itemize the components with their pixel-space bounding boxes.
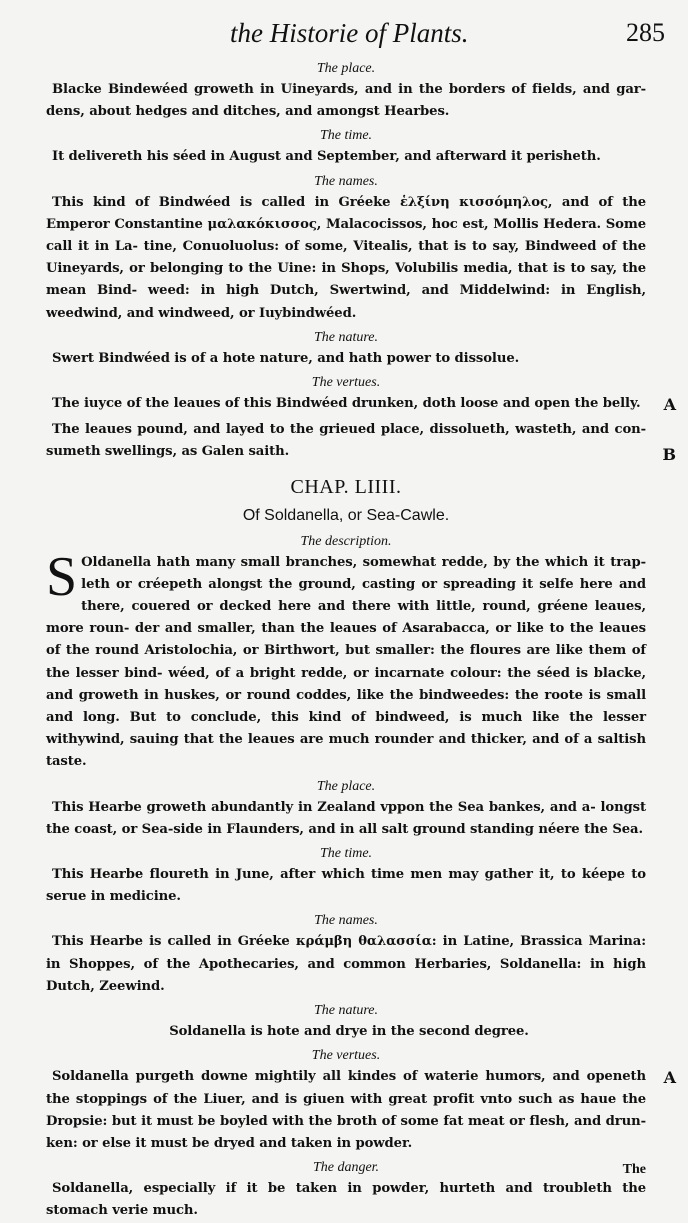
subheading-time: The time. bbox=[319, 128, 373, 144]
paragraph-vertues-1: The iuyce of the leaues of this Bindwéed drunken, doth loose and open the belly. bbox=[52, 396, 641, 412]
paragraph-vertues-2: The leaues pound, and layed to the grieued place, dissolueth, wasteth, and con- sumeth swellings, as Galen saith. bbox=[46, 422, 646, 460]
paragraph-names: This kind of Bindwéed is called in Gréeke ἑλξίνη κισσόμηλος, and of the Emperor Constantine μαλακόκισσος, Malacocissos, hoc est, Mollis Hedera. Some call it in La- tine, Conuoluolus: of some, Vitealis, that is to say, Bindweed of the Uineyards, or belonging to the Uine: in Shops, Volubilis media, that is to say, the mean Bind- weed: in high Dutch, Swertwind, and Middelwind: in English, weedwind, and windweed, or Iuybindwéed. bbox=[46, 194, 646, 321]
paragraph-names-2: This Hearbe is called in Gréeke κράμβη θαλασσία: in Latine, Brassica Marina: in Shoppes, of the Apothecaries, and common Herbaries, Soldanella: in high Dutch, Zeewind. bbox=[46, 934, 646, 994]
subheading-place: The place. bbox=[316, 61, 376, 76]
subheading-time-2: The time. bbox=[319, 846, 373, 862]
paragraph-time-2: This Hearbe floureth in June, after which time men may gather it, to kéepe to serue in medicine. bbox=[46, 867, 646, 905]
subheading-vertues-2: The vertues. bbox=[311, 1048, 381, 1064]
subheading-nature-2: The nature. bbox=[313, 1003, 379, 1019]
subheading-nature: The nature. bbox=[313, 329, 379, 345]
chapter-title: Of Soldanella, or Sea-Cawle. bbox=[242, 506, 450, 524]
paragraph-nature-2: Soldanella is hote and drye in the second degree. bbox=[169, 1024, 529, 1040]
paragraph-vertues-2b: Soldanella purgeth downe mightily all kindes of waterie humors, and openeth the stoppings of the Liuer, and is giuen with great profit vnto such as haue the Dropsie: but it must be boyled with the broth of some fat meat or flesh, and drun- ken: or else it must be dryed and taken in powder. bbox=[46, 1069, 646, 1151]
paragraph-time: It delivereth his séed in August and September, and afterward it perisheth. bbox=[52, 149, 601, 165]
page-number: 285 bbox=[626, 18, 665, 47]
description-block bbox=[46, 545, 646, 774]
margin-letter-b: B bbox=[662, 445, 676, 465]
subheading-danger: The danger. bbox=[312, 1160, 380, 1176]
vertues-block bbox=[46, 393, 676, 465]
subheading-names: The names. bbox=[314, 173, 378, 189]
paragraph-danger: Soldanella, especially if it be taken in powder, hurteth and troubleth the stomach verie much. bbox=[46, 1181, 646, 1219]
paragraph-place-2: This Hearbe groweth abundantly in Zealand vppon the Sea bankes, and a- longst the coast, or Sea-side in Flaunders, and in all salt ground standing néere the Sea. bbox=[46, 799, 646, 837]
margin-letter-a-2: A bbox=[663, 1068, 676, 1088]
paragraph-place: Blacke Bindewéed groweth in Uineyards, and in the borders of fields, and gar- dens, about hedges and ditches, and amongst Hearbes. bbox=[46, 82, 646, 120]
catchword: The bbox=[622, 1162, 646, 1177]
subheading-place-2: The place. bbox=[316, 778, 376, 794]
paragraph-description: Oldanella hath many small branches, somewhat redde, by the which it trap- leth or créepeth alongst the ground, casting or spreading it selfe here and there, couered or decked here and there with little, round, gréene leaues, more roun- der and smaller, than the leaues of Asarabacca, or like to the leaues of the round Aristolochia, or Birthwort, but smaller: the floures are like them of the lesser bind- wéed, of a bright redde, or incarnate colour: the séed is blacke, and groweth in huskes, or round coddes, like the bindweedes: the roote is small and long. But to conclude, this kind of bindweed, is much like the lesser withywind, sauing that the leaues are much rounder and thicker, and of a saltish taste. bbox=[46, 554, 646, 770]
drop-cap: S bbox=[46, 545, 78, 608]
chapter-heading: CHAP. LIIII. bbox=[290, 475, 402, 498]
vertues-2-block bbox=[46, 1066, 676, 1155]
subheading-vertues: The vertues. bbox=[311, 375, 381, 391]
subheading-names-2: The names. bbox=[314, 913, 378, 929]
page-header bbox=[46, 0, 665, 56]
running-title: the Historie of Plants. bbox=[230, 18, 469, 48]
paragraph-nature: Swert Bindwéed is of a hote nature, and hath power to dissolue. bbox=[52, 350, 520, 366]
margin-letter-a: A bbox=[663, 395, 676, 415]
subheading-description: The description. bbox=[300, 533, 392, 549]
